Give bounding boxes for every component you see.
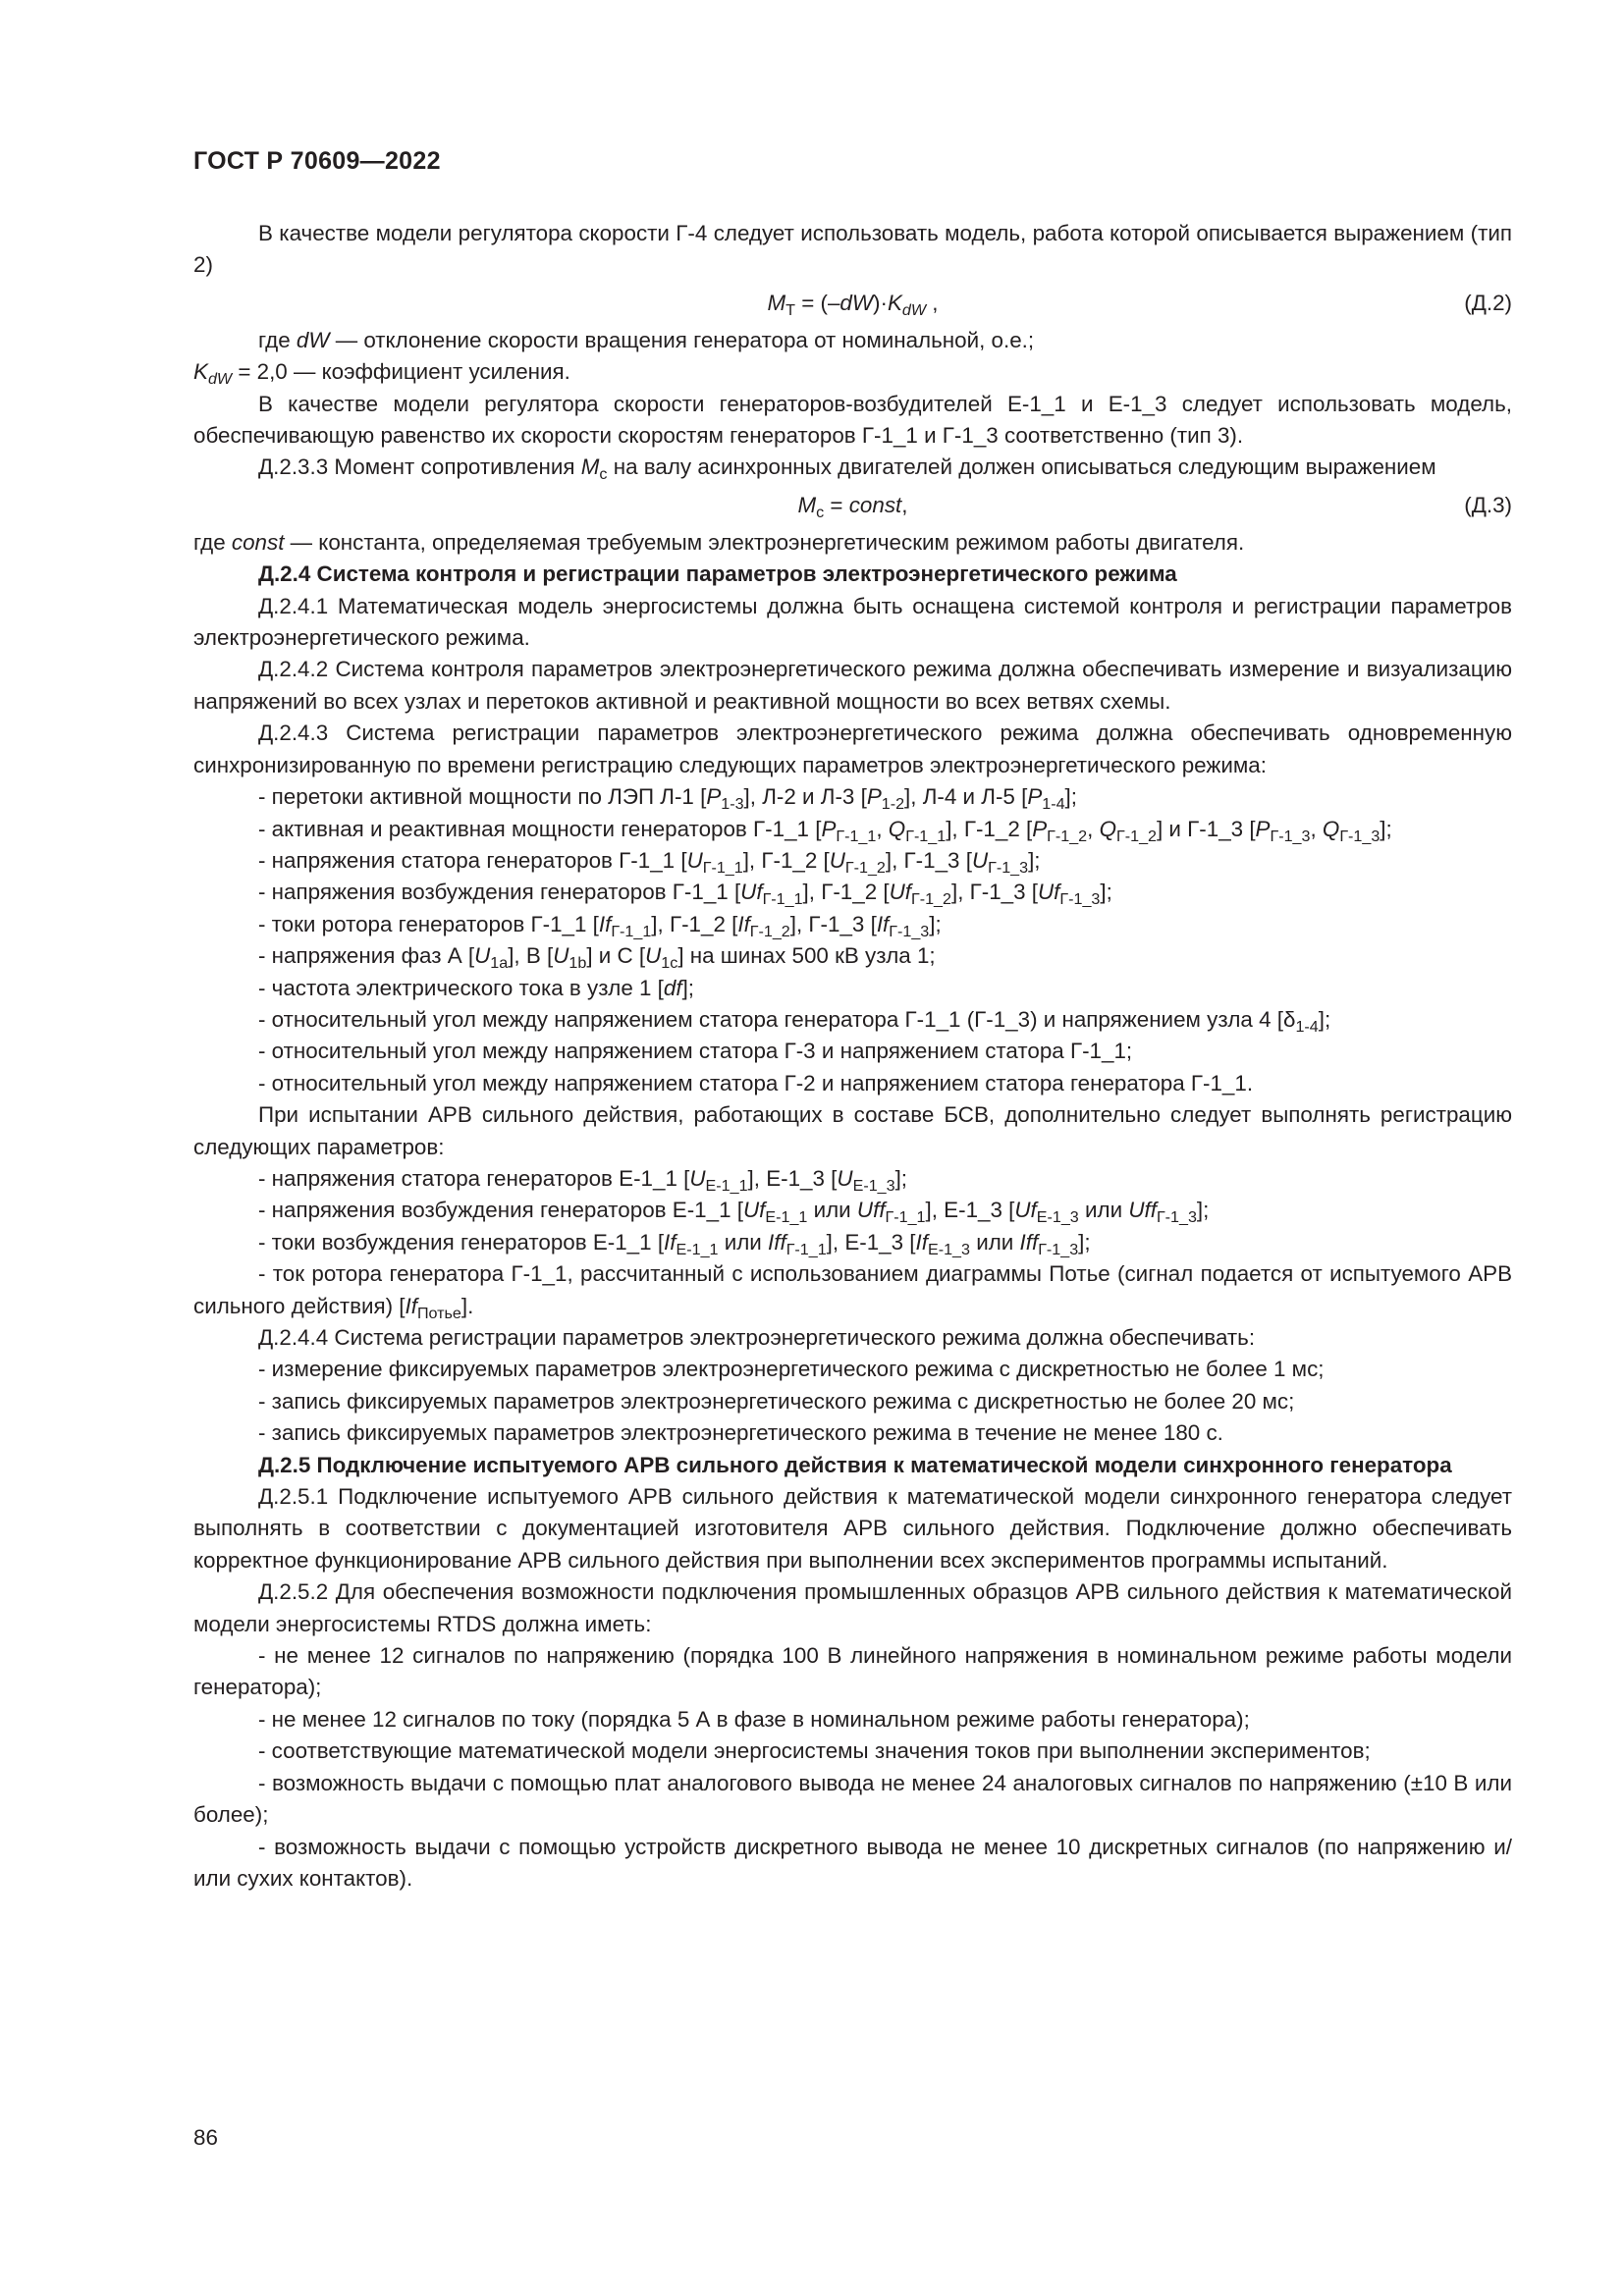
list-item: - ток ротора генератора Г-1_1, рассчитанный с использованием диаграммы Потье (сигнал подается от испытуемого АРВ сильного действия) $[If_{Потье}]$.: [193, 1261, 1512, 1322]
list-item: - запись фиксируемых параметров электроэнергетического режима в течение не менее 180 с.: [258, 1420, 1223, 1446]
paragraph-d252: Д.2.5.2 Для обеспечения возможности подключения промышленных образцов АРВ сильного действия к математической модели энергосистемы RTDS должна иметь:: [193, 1579, 1512, 1636]
list-item: - частота электрического тока в узле 1 [df];: [258, 975, 695, 1000]
list-item: - перетоки активной мощности по ЛЭП Л-1 $[P_{1-3}]$, Л-2 и Л-3 $[P_{1-2}]$, Л-4 и Л-5 $[P_{1-4}]$;: [258, 784, 1077, 814]
paragraph-d244: Д.2.4.4 Система регистрации параметров электроэнергетического режима должна обеспечивать:: [258, 1325, 1256, 1350]
list-item: - относительный угол между напряжением статора Г-3 и напряжением статора Г-1_1;: [258, 1039, 1133, 1064]
formula-number: (Д.2): [1464, 290, 1512, 315]
paragraph: При испытании АРВ сильного действия, работающих в составе БСВ, дополнительно следует выполнять регистрацию следующих параметров:: [193, 1102, 1512, 1159]
where-line: где dW — отклонение скорости вращения генератора от номинальной, о.е.;: [258, 327, 1035, 352]
list-item: - возможность выдачи с помощью плат аналогового вывода не менее 24 аналоговых сигналов по напряжению (±10 В или более);: [193, 1770, 1512, 1828]
paragraph-d243: Д.2.4.3 Система регистрации параметров электроэнергетического режима должна обеспечивать одновременную синхронизированную по времени регистрацию следующих параметров электроэнергетического режима:: [193, 721, 1512, 777]
list-item: - не менее 12 сигналов по току (порядка 5 А в фазе в номинальном режиме работы генератора);: [258, 1706, 1250, 1732]
formula-expression: $M_c$ = const,: [797, 492, 908, 521]
list-item: - относительный угол между напряжением статора Г-2 и напряжением статора генератора Г-1_1.: [258, 1070, 1254, 1095]
list-item: - относительный угол между напряжением статора генератора Г-1_1 (Г-1_3) и напряжением узла 4 $[\delta_{1-4}]$;: [258, 1006, 1331, 1036]
list-item: - измерение фиксируемых параметров электроэнергетического режима с дискретностью не более 1 мс;: [258, 1357, 1325, 1382]
formula-d2: [193, 282, 1512, 325]
formula-d3: [193, 484, 1512, 527]
section-heading-d25: Д.2.5 Подключение испытуемого АРВ сильного действия к математической модели синхронного генератора: [258, 1452, 1452, 1477]
list-item: - напряжения статора генераторов Г-1_1 $[U_{Г-1\_1}]$, Г-1_2 $[U_{Г-1\_2}]$, Г-1_3 $[U_{Г-1\_3}]$;: [258, 847, 1041, 877]
paragraph: В качестве модели регулятора скорости Г-4 следует использовать модель, работа которой описывается выражением (тип 2): [193, 221, 1512, 278]
paragraph-d251: Д.2.5.1 Подключение испытуемого АРВ сильного действия к математической модели синхронного генератора следует выполнять в соответствии с документацией изготовителя АРВ сильного действия. Подключение должно обеспечивать корректное функционирование АРВ сильного действия при выполнении всех экспериментов программы испытаний.: [193, 1484, 1512, 1573]
document-body: [193, 218, 1512, 1895]
list-item: - токи возбуждения генераторов Е-1_1 [$If_{Е-1\_1}$ или Iff$_{Г-1\_1}$], Е-1_3 [$If_{Е-1\_3}$ или Iff$_{Г-1\_3}$];: [258, 1229, 1091, 1258]
where-line: где const — константа, определяемая требуемым электроэнергетическим режимом работы двигателя.: [193, 529, 1245, 555]
paragraph-d233: Д.2.3.3 Момент сопротивления $M_c$ на валу асинхронных двигателей должен описываться следующим выражением: [258, 454, 1436, 484]
list-item: - токи ротора генераторов Г-1_1 $[If_{Г-1\_1}]$, Г-1_2 $[If_{Г-1\_2}]$, Г-1_3 $[If_{Г-1\_3}]$;: [258, 911, 942, 940]
formula-number: (Д.3): [1464, 492, 1512, 517]
list-item: - напряжения возбуждения генераторов Е-1_1 [$Uf_{Е-1\_1}$ или Uff$_{Г-1\_1}$], Е-1_3 [$Uf_{Е-1\_3}$ или Uff$_{Г-1\_3}$];: [258, 1198, 1210, 1227]
list-item: - активная и реактивная мощности генераторов Г-1_1 [$P_{Г-1\_1}$, $Q_{Г-1\_1}$], Г-1_2 [$P_{Г-1\_2}$, $Q_{Г-1\_2}$] и Г-1_3 [$P_{Г-1\_3}$, $Q_{Г-1\_3}$];: [258, 816, 1392, 845]
where-line: $K_{dW} = 2,0$ — коэффициент усиления.: [193, 359, 570, 389]
paragraph-d241: Д.2.4.1 Математическая модель энергосистемы должна быть оснащена системой контроля и регистрации параметров электроэнергетического режима.: [193, 593, 1512, 651]
list-item: - возможность выдачи с помощью устройств дискретного вывода не менее 10 дискретных сигналов (по напряжению и/или сухих контактов).: [193, 1834, 1512, 1891]
paragraph: В качестве модели регулятора скорости генераторов-возбудителей Е-1_1 и Е-1_3 следует использовать модель, обеспечивающую равенство их скорости скоростям генераторов Г-1_1 и Г-1_3 соответственно (тип 3).: [193, 391, 1512, 449]
list-item: - напряжения статора генераторов Е-1_1 $[U_{Е-1\_1}]$, Е-1_3 $[U_{Е-1\_3}]$;: [258, 1165, 908, 1195]
section-heading-d24: Д.2.4 Система контроля и регистрации параметров электроэнергетического режима: [258, 561, 1177, 587]
list-item: - напряжения возбуждения генераторов Г-1_1 $[Uf_{Г-1\_1}]$, Г-1_2 $[Uf_{Г-1\_2}]$, Г-1_3 $[Uf_{Г-1\_3}]$;: [258, 880, 1112, 909]
document-header: ГОСТ Р 70609—2022: [193, 147, 441, 175]
paragraph-d242: Д.2.4.2 Система контроля параметров электроэнергетического режима должна обеспечивать измерение и визуализацию напряжений во всех узлах и перетоков активной и реактивной мощности во всех ветвях схемы.: [193, 657, 1512, 714]
list-item: - напряжения фаз А $[U_{1a}]$, В $[U_{1b}]$ и С $[U_{1c}]$ на шинах 500 кВ узла 1;: [258, 943, 936, 973]
list-item: - не менее 12 сигналов по напряжению (порядка 100 В линейного напряжения в номинальном режиме работы модели генератора);: [193, 1643, 1512, 1700]
page-number: 86: [193, 2125, 218, 2150]
list-item: - запись фиксируемых параметров электроэнергетического режима с дискретностью не более 20 мс;: [258, 1388, 1295, 1414]
formula-expression: $M_T = (-dW)\cdot K_{dW}$ ,: [767, 290, 939, 319]
list-item: - соответствующие математической модели энергосистемы значения токов при выполнении экспериментов;: [258, 1738, 1371, 1764]
